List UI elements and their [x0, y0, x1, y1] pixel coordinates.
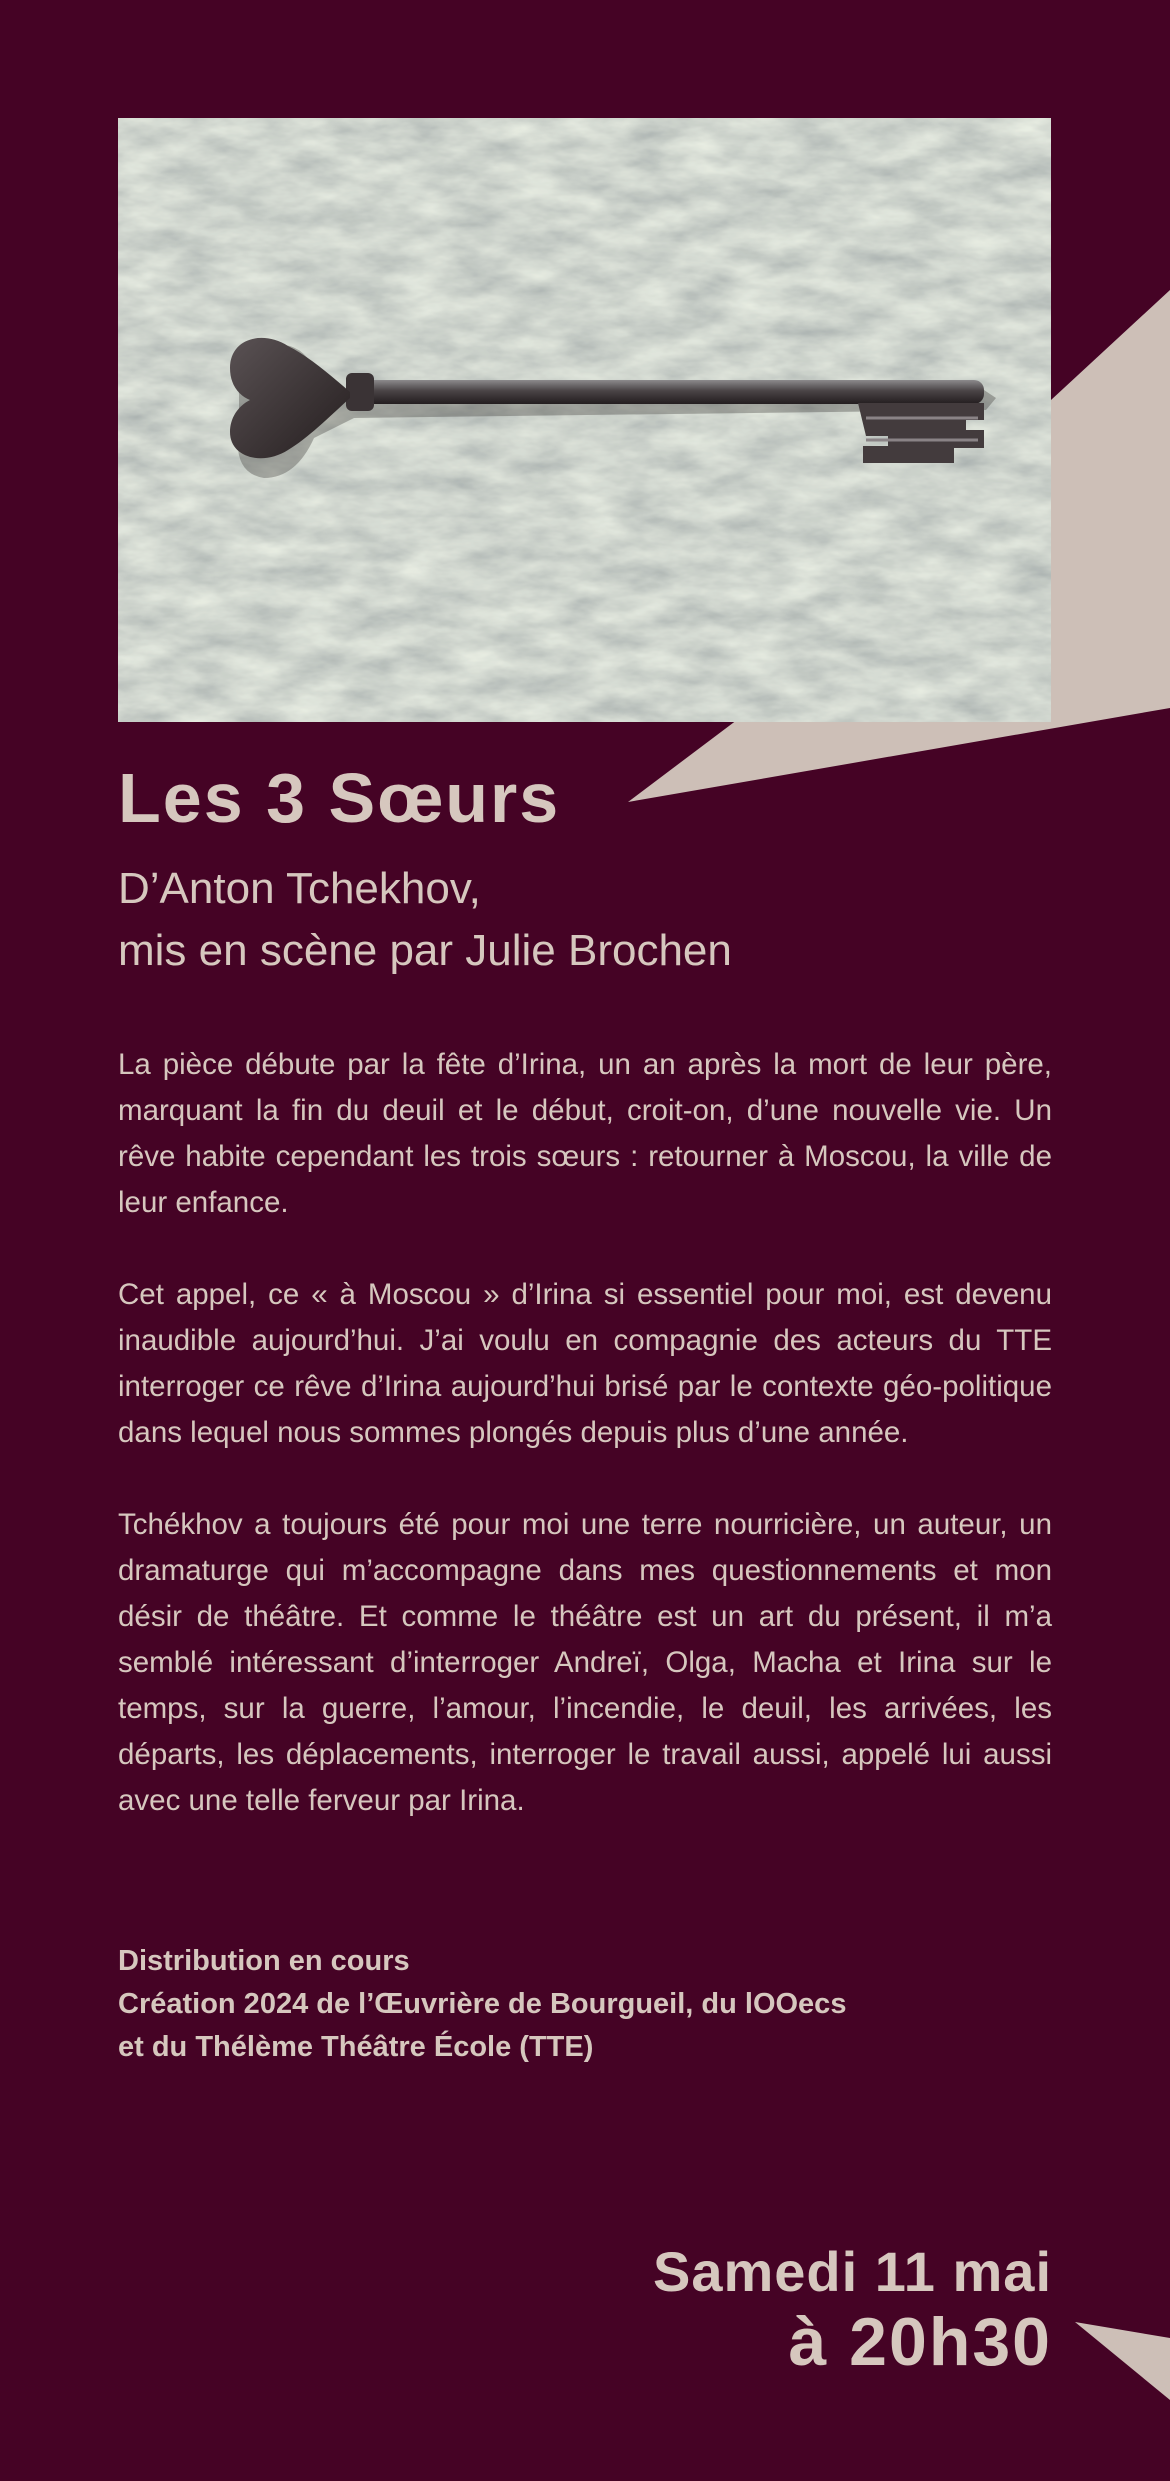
date-day: Samedi 11 mai: [652, 2240, 1052, 2303]
director-line: mis en scène par Julie Brochen: [118, 926, 732, 975]
key-on-stone-image: [118, 118, 1051, 722]
description-text: [118, 1042, 1052, 1870]
credits-line: et du Thélème Théâtre École (TTE): [118, 2031, 594, 2063]
paragraph: Cet appel, ce « à Moscou » d’Irina si essentiel pour moi, est devenu inaudible aujourd’hui. J’ai voulu en compagnie des acteurs du TTE interroger ce rêve d’Irina aujourd’hui brisé par le contexte géo-politique dans lequel nous sommes plongés depuis plus d’une année.: [118, 1278, 1052, 1449]
lower-triangle-shape: [1075, 2322, 1170, 2400]
paragraph: La pièce débute par la fête d’Irina, un an après la mort de leur père, marquant la fin du deuil et le début, croit-on, d’une nouvelle vie. Un rêve habite cependant les trois sœurs : retourner à Moscou, la ville de leur enfance.: [118, 1048, 1052, 1219]
date-time: à 20h30: [788, 2304, 1052, 2380]
key-photo: [118, 118, 1051, 722]
play-title: Les 3 Sœurs: [118, 759, 561, 837]
credits-line: Création 2024 de l’Œuvrière de Bourgueil, du lOOecs: [118, 1988, 847, 2020]
credits-block: [118, 1940, 1052, 2069]
performance-date: [653, 2240, 1052, 2380]
play-subtitle: [118, 858, 732, 982]
author-line: D’Anton Tchekhov,: [118, 864, 481, 913]
paragraph: Tchékhov a toujours été pour moi une terre nourricière, un auteur, un dramaturge qui m’accompagne dans mes questionnements et mon désir de théâtre. Et comme le théâtre est un art du présent, il m’a semblé intéressant d’interroger Andreï, Olga, Macha et Irina sur le temps, sur la guerre, l’amour, l’incendie, le deuil, les arrivées, les départs, les déplacements, interroger le travail aussi, appelé lui aussi avec une telle ferveur par Irina.: [118, 1508, 1052, 1817]
credits-line: Distribution en cours: [118, 1945, 410, 1977]
